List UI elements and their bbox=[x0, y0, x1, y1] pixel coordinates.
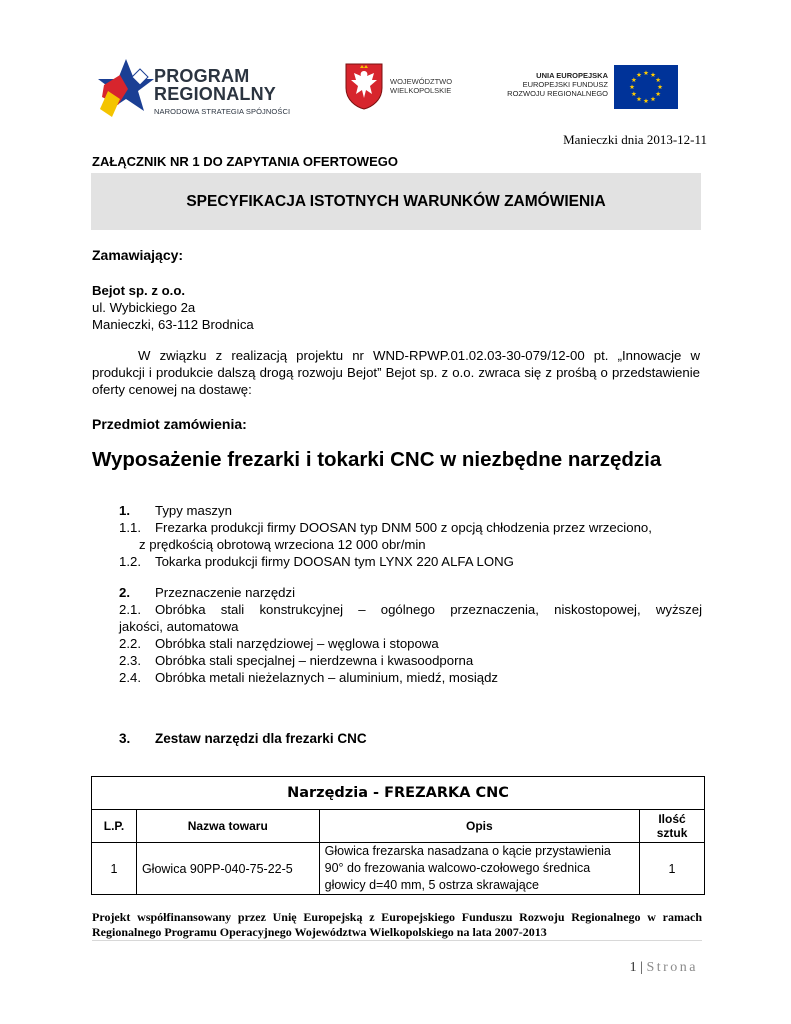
header-lp: L.P. bbox=[92, 810, 137, 843]
item-number: 2.4. bbox=[119, 670, 141, 685]
item-number: 2.2. bbox=[119, 636, 141, 651]
cell-desc-line1: Głowica frezarska nasadzana o kącie przystawienia bbox=[324, 844, 611, 858]
program-regionalny-logo bbox=[98, 53, 308, 123]
tools-table bbox=[91, 776, 705, 895]
eagle-crest-icon bbox=[344, 62, 384, 110]
page-separator: | bbox=[640, 960, 643, 975]
eu-logo-line1: UNIA EUROPEJSKA bbox=[536, 71, 608, 80]
page-number-value: 1 bbox=[629, 960, 637, 975]
table-header-row bbox=[92, 810, 705, 843]
section-title: Przeznaczenie narzędzi bbox=[155, 585, 296, 600]
buyer-heading: Zamawiający: bbox=[92, 247, 184, 263]
intro-paragraph: W związku z realizacją projektu nr WND-RPWP.01.02.03-30-079/12-00 pt. „Innowacje w produkcji i produkcie dalszą drogą rozwoju Bejot” Bejot sp. z o.o. zwraca się z prośbą o przedstawienie oferty cenowej na dostawę: bbox=[92, 348, 700, 397]
main-title: Wyposażenie frezarki i tokarki CNC w niezbędne narzędzia bbox=[92, 448, 662, 471]
wojewodztwo-logo bbox=[344, 62, 464, 110]
footer-divider bbox=[92, 940, 702, 941]
item-number: 2.3. bbox=[119, 653, 141, 668]
annex-title: ZAŁĄCZNIK NR 1 DO ZAPYTANIA OFERTOWEGO bbox=[92, 154, 398, 169]
section-tool-set bbox=[119, 730, 519, 750]
page-number bbox=[630, 960, 698, 976]
section-number: 3. bbox=[119, 731, 131, 746]
program-star-icon bbox=[98, 55, 154, 121]
subject-heading: Przedmiot zamówienia: bbox=[92, 416, 247, 432]
program-logo-line3: NARODOWA STRATEGIA SPÓJNOŚCI bbox=[154, 107, 291, 116]
buyer-name: Bejot sp. z o.o. bbox=[92, 283, 186, 298]
cell-desc-line2: 90° do frezowania walcowo-czołowego średnica bbox=[324, 861, 591, 875]
table-caption: Narzędzia - FREZARKA CNC bbox=[92, 777, 705, 810]
item-text: Obróbka stali konstrukcyjnej – ogólnego przeznaczenia, niskostopowej, wyższej bbox=[155, 602, 702, 617]
section-tool-purpose bbox=[119, 584, 709, 684]
wojewodztwo-logo-line2: WIELKOPOLSKIE bbox=[390, 86, 452, 95]
spec-title-box bbox=[91, 173, 701, 230]
eu-logo bbox=[494, 65, 678, 109]
section-title: Zestaw narzędzi dla frezarki CNC bbox=[155, 731, 367, 746]
item-number: 1.1. bbox=[119, 520, 141, 535]
section-machine-types bbox=[119, 502, 709, 572]
table-row bbox=[92, 843, 705, 895]
section-number: 1. bbox=[119, 503, 130, 518]
item-text: Tokarka produkcji firmy DOOSAN tym LYNX 220 ALFA LONG bbox=[155, 554, 514, 569]
header-name: Nazwa towaru bbox=[136, 810, 319, 843]
item-number: 1.2. bbox=[119, 554, 141, 569]
buyer-address bbox=[92, 282, 254, 333]
eu-logo-line3: ROZWOJU REGIONALNEGO bbox=[507, 89, 608, 98]
item-text: z prędkością obrotową wrzeciona 12 000 obr/min bbox=[139, 537, 426, 552]
cell-lp: 1 bbox=[92, 843, 137, 895]
spec-title: SPECYFIKACJA ISTOTNYCH WARUNKÓW ZAMÓWIENIA bbox=[186, 192, 606, 210]
header-qty-line1: Ilość bbox=[658, 812, 686, 826]
item-text: jakości, automatowa bbox=[119, 619, 239, 634]
page-word: Strona bbox=[646, 960, 698, 975]
footer-note: Projekt współfinansowany przez Unię Europejską z Europejskiego Funduszu Rozwoju Regionalnego w ramach Regionalnego Programu Operacyjnego Województwa Wielkopolskiego na lata 2007-2013 bbox=[92, 910, 702, 939]
program-logo-line1: PROGRAM bbox=[154, 66, 250, 86]
eu-flag-icon bbox=[614, 65, 678, 109]
cell-desc-line3: głowicy d=40 mm, 5 ostrza skrawające bbox=[324, 878, 539, 892]
cell-desc bbox=[319, 843, 639, 895]
item-number: 2.1. bbox=[119, 602, 141, 617]
cell-qty: 1 bbox=[640, 843, 705, 895]
program-logo-line2: REGIONALNY bbox=[154, 84, 277, 104]
header-qty bbox=[640, 810, 705, 843]
eu-logo-line2: EUROPEJSKI FUNDUSZ bbox=[522, 80, 608, 89]
item-text: Obróbka metali nieżelaznych – aluminium, miedź, mosiądz bbox=[155, 670, 499, 685]
buyer-street: ul. Wybickiego 2a bbox=[92, 300, 196, 315]
section-title: Typy maszyn bbox=[155, 503, 232, 518]
item-text: Obróbka stali narzędziowej – węglowa i stopowa bbox=[155, 636, 439, 651]
section-number: 2. bbox=[119, 585, 130, 600]
item-text: Obróbka stali specjalnej – nierdzewna i kwasoodporna bbox=[155, 653, 474, 668]
buyer-city: Manieczki, 63-112 Brodnica bbox=[92, 317, 254, 332]
item-text: Frezarka produkcji firmy DOOSAN typ DNM 500 z opcją chłodzenia przez wrzeciono, bbox=[155, 520, 652, 535]
header-desc: Opis bbox=[319, 810, 639, 843]
cell-name: Głowica 90PP-040-75-22-5 bbox=[136, 843, 319, 895]
header-qty-line2: sztuk bbox=[656, 826, 688, 840]
wojewodztwo-logo-line1: WOJEWÓDZTWO bbox=[390, 77, 453, 86]
date-line: Manieczki dnia 2013-12-11 bbox=[563, 132, 707, 147]
